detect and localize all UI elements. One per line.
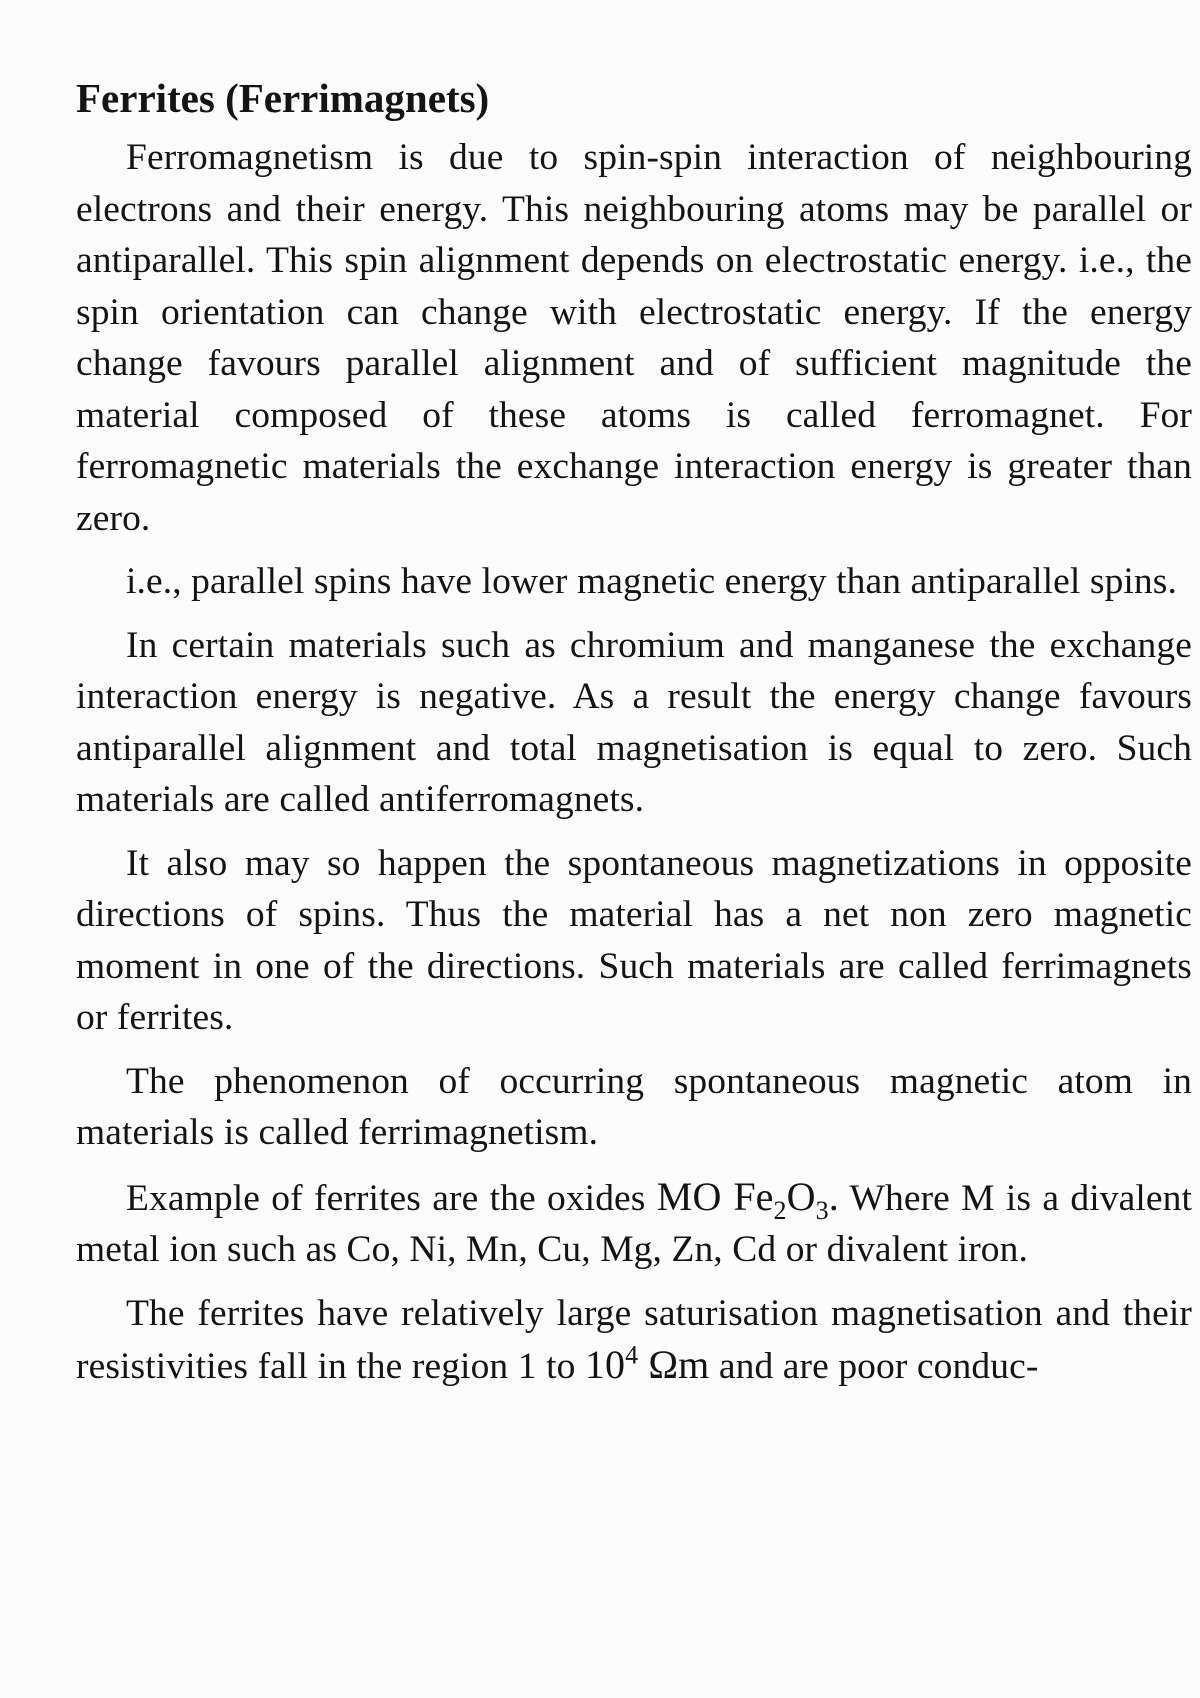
formula-subscript-2: 2 xyxy=(773,1195,787,1225)
page-content xyxy=(76,68,1192,1405)
paragraph-ferrite-resistivity xyxy=(76,1288,1192,1393)
ferrite-formula xyxy=(656,1173,839,1225)
resistivity-text-start: The ferrites have relatively large saturisation magnetisation and their resistivities fall in the region 1 to xyxy=(76,1292,1192,1387)
paragraph-ferromagnetism: Ferromagnetism is due to spin-spin interaction of neighbouring electrons and their energy. This neighbouring atoms may be parallel or antiparallel. This spin alignment depends on electrostatic energy. i.e., the spin orientation can change with electrostatic energy. If the energy change favours parallel alignment and of sufficient magnitude the material composed of these atoms is called ferromagnet. For ferromagnetic materials the exchange interaction energy is greater than zero. xyxy=(76,137,1192,539)
resistivity-exponent: 4 xyxy=(625,1340,639,1370)
paragraph-antiferromagnets: In certain materials such as chromium and manganese the exchange interaction energy is negative. As a result the energy change favours antiparallel alignment and total magnetisation is equal to zero. Such materials are called antiferromagnets. xyxy=(76,624,1192,820)
paragraph-parallel-spins: i.e., parallel spins have lower magnetic energy than antiparallel spins. xyxy=(126,561,1177,602)
section-heading: Ferrites (Ferrimagnets) xyxy=(76,75,490,121)
formula-part-o: O xyxy=(786,1173,816,1219)
resistivity-unit: Ωm xyxy=(638,1342,710,1387)
paragraph-ferrite-examples xyxy=(76,1171,1192,1276)
resistivity-value xyxy=(585,1342,709,1387)
formula-subscript-3: 3 xyxy=(815,1195,829,1225)
resistivity-base: 10 xyxy=(584,1342,626,1387)
paragraph-ferrimagnetism-definition: The phenomenon of occurring spontaneous magnetic atom in materials is called ferrimagnetism. xyxy=(76,1060,1192,1153)
formula-period: . xyxy=(828,1173,839,1219)
ferrite-examples-text-end: Where M is a divalent metal ion such as Co, Ni, Mn, Cu, Mg, Zn, Cd or divalent iron. xyxy=(76,1177,1193,1270)
ferrite-examples-text-start: Example of ferrites are the oxides xyxy=(126,1177,657,1219)
paragraph-ferrimagnets: It also may so happen the spontaneous magnetizations in opposite directions of spins. Thus the material has a net non zero magnetic moment in one of the directions. Such materials are called ferrimagnets or ferrites. xyxy=(76,842,1192,1038)
formula-part-mo-fe: MO Fe xyxy=(656,1173,774,1219)
resistivity-text-end: and are poor conduc- xyxy=(709,1346,1039,1387)
